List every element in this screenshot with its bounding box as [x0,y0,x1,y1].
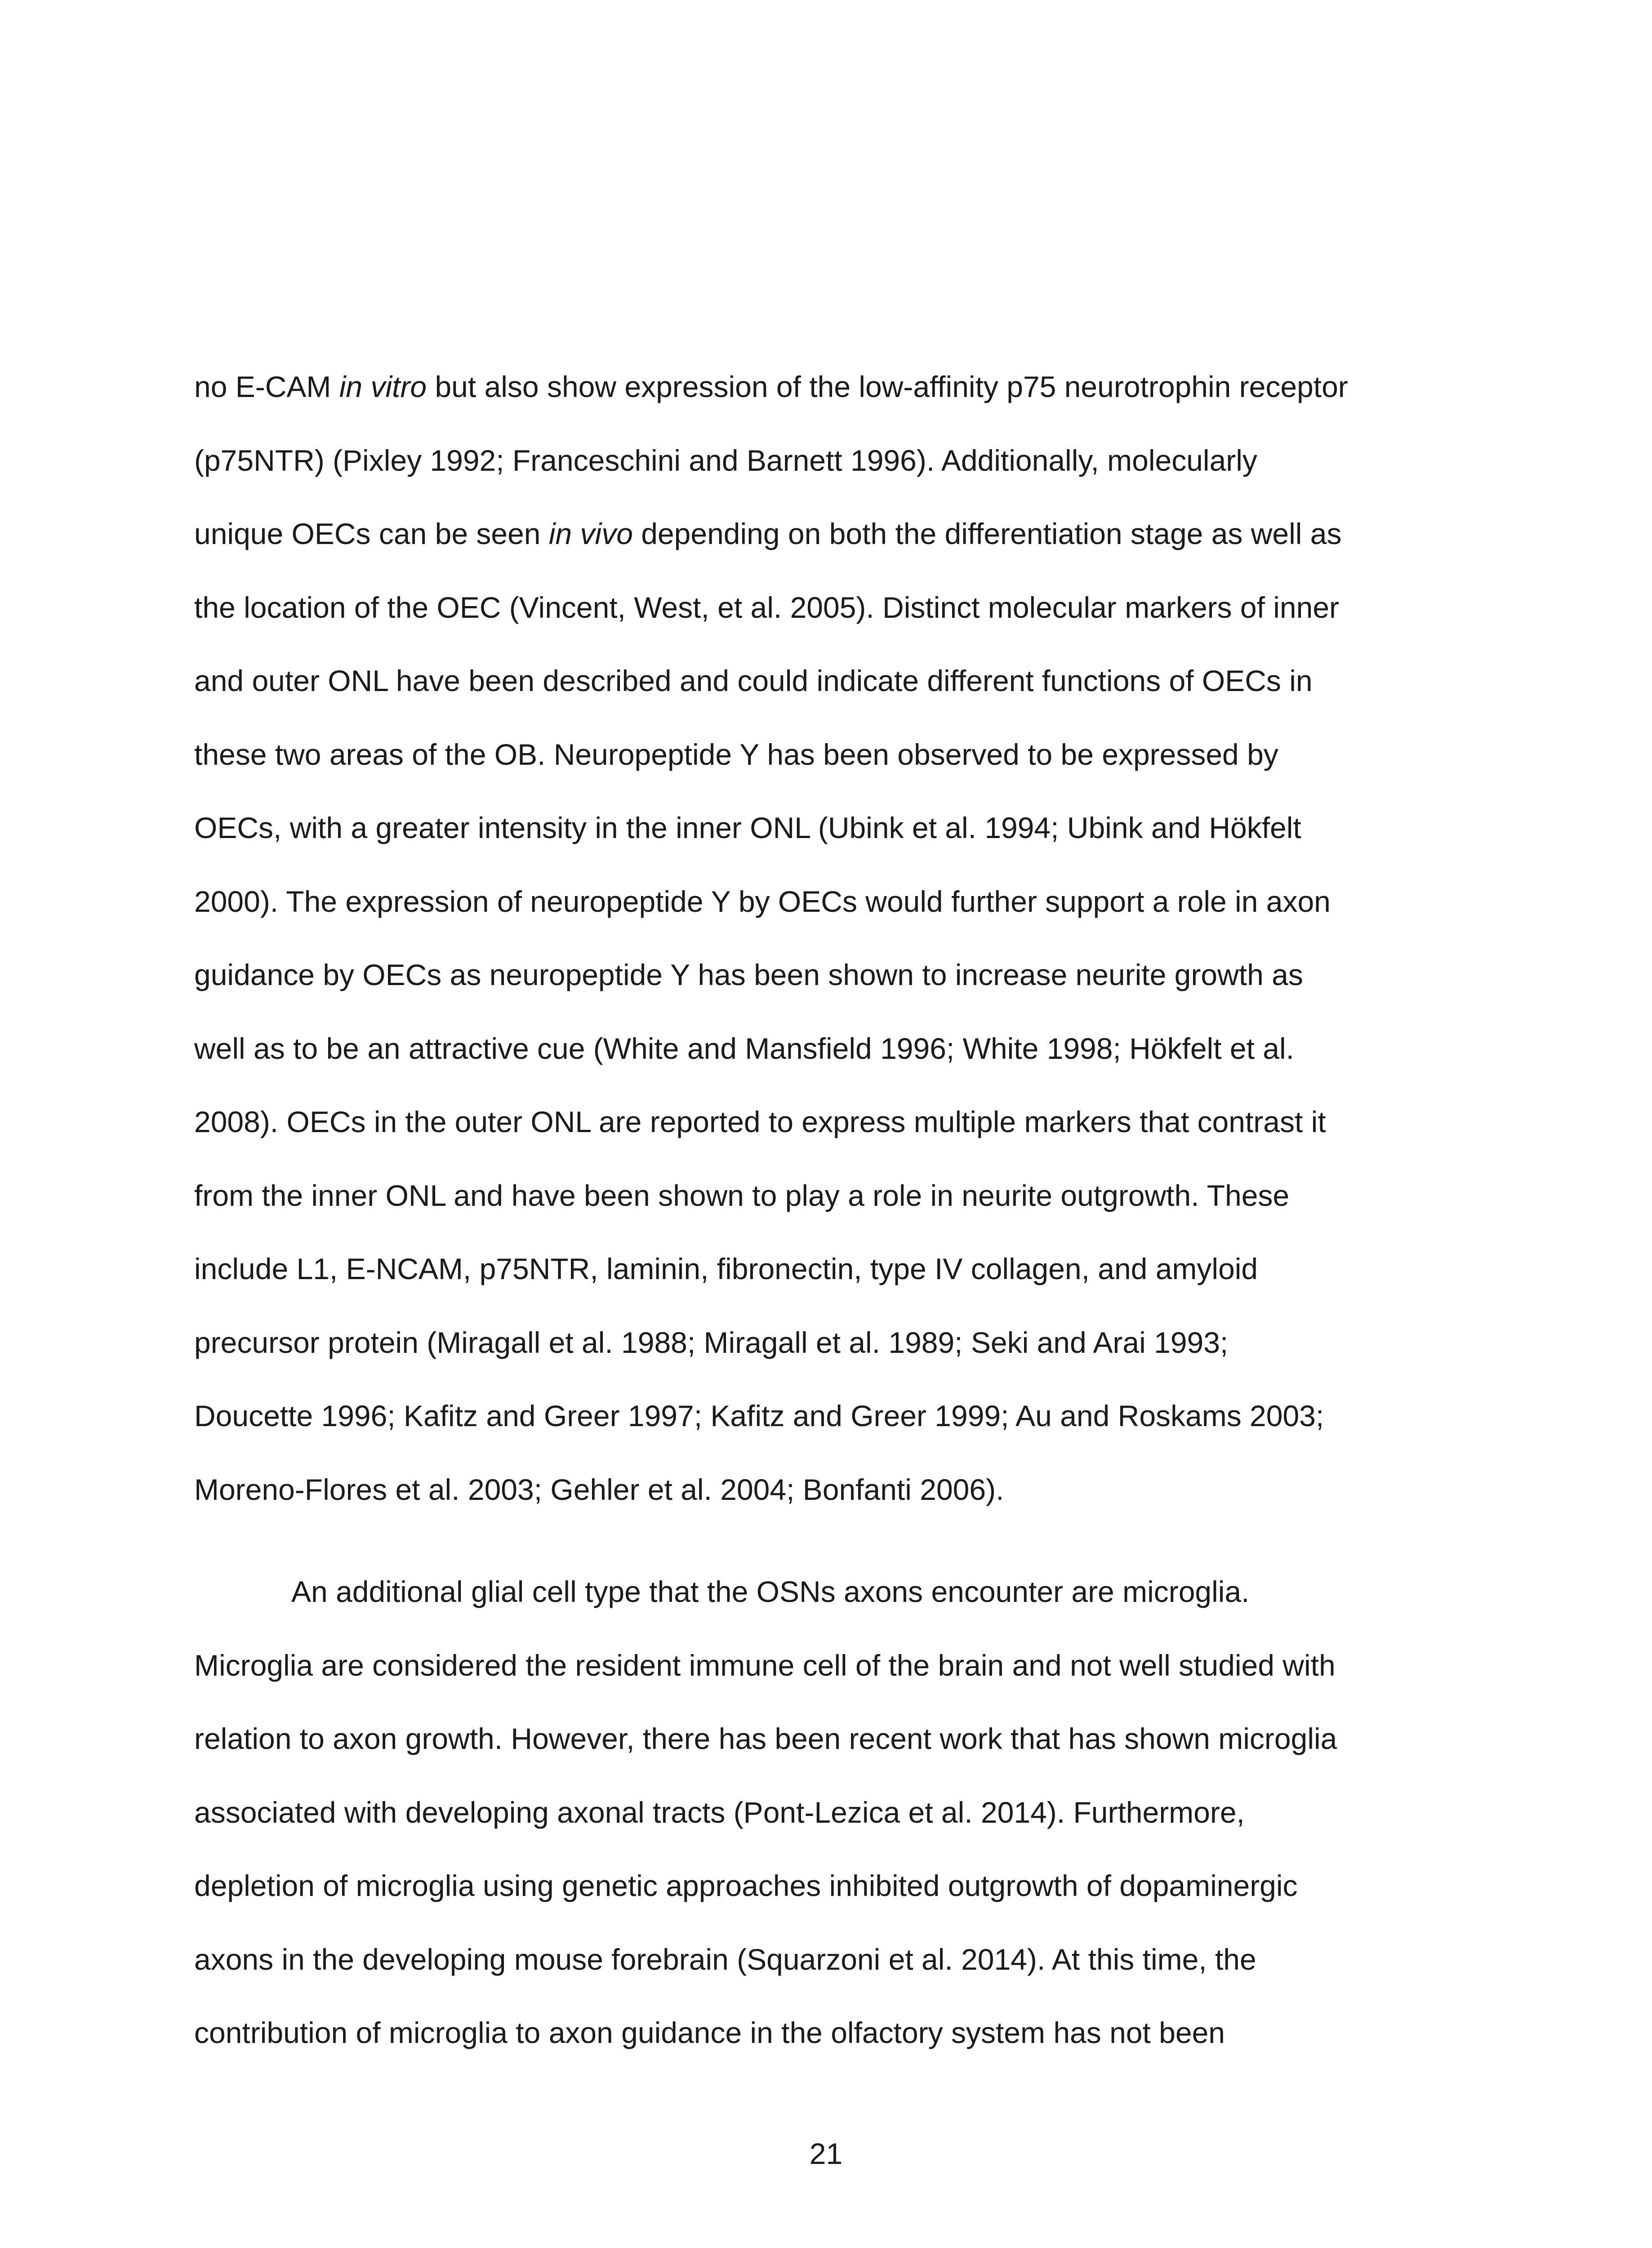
text-line [194,442,1257,478]
text-line [194,2015,1225,2051]
text-line [194,957,1303,993]
text-line [194,1472,1004,1508]
text-run: precursor protein (Miragall et al. 1988; Miragall et al. 1989; Seki and Arai 1993; [194,1325,1229,1359]
page-number: 21 [809,2137,843,2170]
text-run: from the inner ONL and have been shown to play a role in neurite outgrowth. These [194,1178,1290,1212]
text-run: (p75NTR) (Pixley 1992; Franceschini and Barnett 1996). Additionally, molecularly [194,443,1257,477]
text-line [194,1251,1258,1287]
text-run: relation to axon growth. However, there has been recent work that has shown microglia [194,1722,1337,1755]
text-line [194,1030,1294,1066]
text-line [194,1868,1298,1904]
text-run: these two areas of the OB. Neuropeptide Y has been observed to be expressed by [194,737,1278,771]
text-line [194,516,1342,552]
text-line [194,1721,1337,1757]
text-line [194,883,1331,919]
text-run: but also show expression of the low-affinity p75 neurotrophin receptor [427,370,1348,403]
text-run: unique OECs can be seen [194,517,549,550]
text-run: no E-CAM [194,370,339,403]
text-line [291,1574,1250,1610]
text-run: include L1, E-NCAM, p75NTR, laminin, fibronectin, type IV collagen, and amyloid [194,1252,1258,1285]
text-run: and outer ONL have been described and could indicate different functions of OECs in [194,664,1313,697]
text-run: Moreno-Flores et al. 2003; Gehler et al. 2004; Bonfanti 2006). [194,1472,1004,1506]
text-line [194,736,1278,772]
text-line [194,1398,1324,1434]
text-run: guidance by OECs as neuropeptide Y has been shown to increase neurite growth as [194,958,1303,991]
italic-term: in vitro [339,370,427,403]
text-run: An additional glial cell type that the OSNs axons encounter are microglia. [291,1575,1250,1608]
text-line [194,1647,1336,1683]
italic-term: in vivo [548,517,633,550]
text-line [194,1794,1245,1830]
text-run: depending on both the differentiation stage as well as [632,517,1342,550]
text-line [194,1104,1326,1140]
text-run: Doucette 1996; Kafitz and Greer 1997; Kafitz and Greer 1999; Au and Roskams 2003; [194,1399,1324,1432]
text-line [194,1325,1228,1360]
text-run: depletion of microglia using genetic approaches inhibited outgrowth of dopaminergic [194,1869,1298,1902]
text-run: OECs, with a greater intensity in the inner ONL (Ubink et al. 1994; Ubink and Hökfelt [194,811,1301,844]
text-run: 2000). The expression of neuropeptide Y by OECs would further support a role in axon [194,884,1331,918]
text-run: the location of the OEC (Vincent, West, et al. 2005). Distinct molecular markers of inner [194,590,1340,624]
text-run: Microglia are considered the resident immune cell of the brain and not well studied with [194,1648,1336,1682]
text-line [194,1941,1256,1977]
text-run: 2008). OECs in the outer ONL are reported to express multiple markers that contrast it [194,1105,1326,1138]
text-run: contribution of microglia to axon guidance in the olfactory system has not been [194,2016,1225,2049]
text-run: well as to be an attractive cue (White and Mansfield 1996; White 1998; Hökfelt et al. [194,1031,1294,1065]
text-line [194,663,1313,699]
text-line [194,369,1348,405]
text-run: axons in the developing mouse forebrain (Squarzoni et al. 2014). At this time, the [194,1942,1256,1976]
text-line [194,589,1339,625]
text-line [194,810,1301,846]
text-line [194,1178,1289,1213]
text-run: associated with developing axonal tracts (Pont-Lezica et al. 2014). Furthermore, [194,1795,1245,1829]
